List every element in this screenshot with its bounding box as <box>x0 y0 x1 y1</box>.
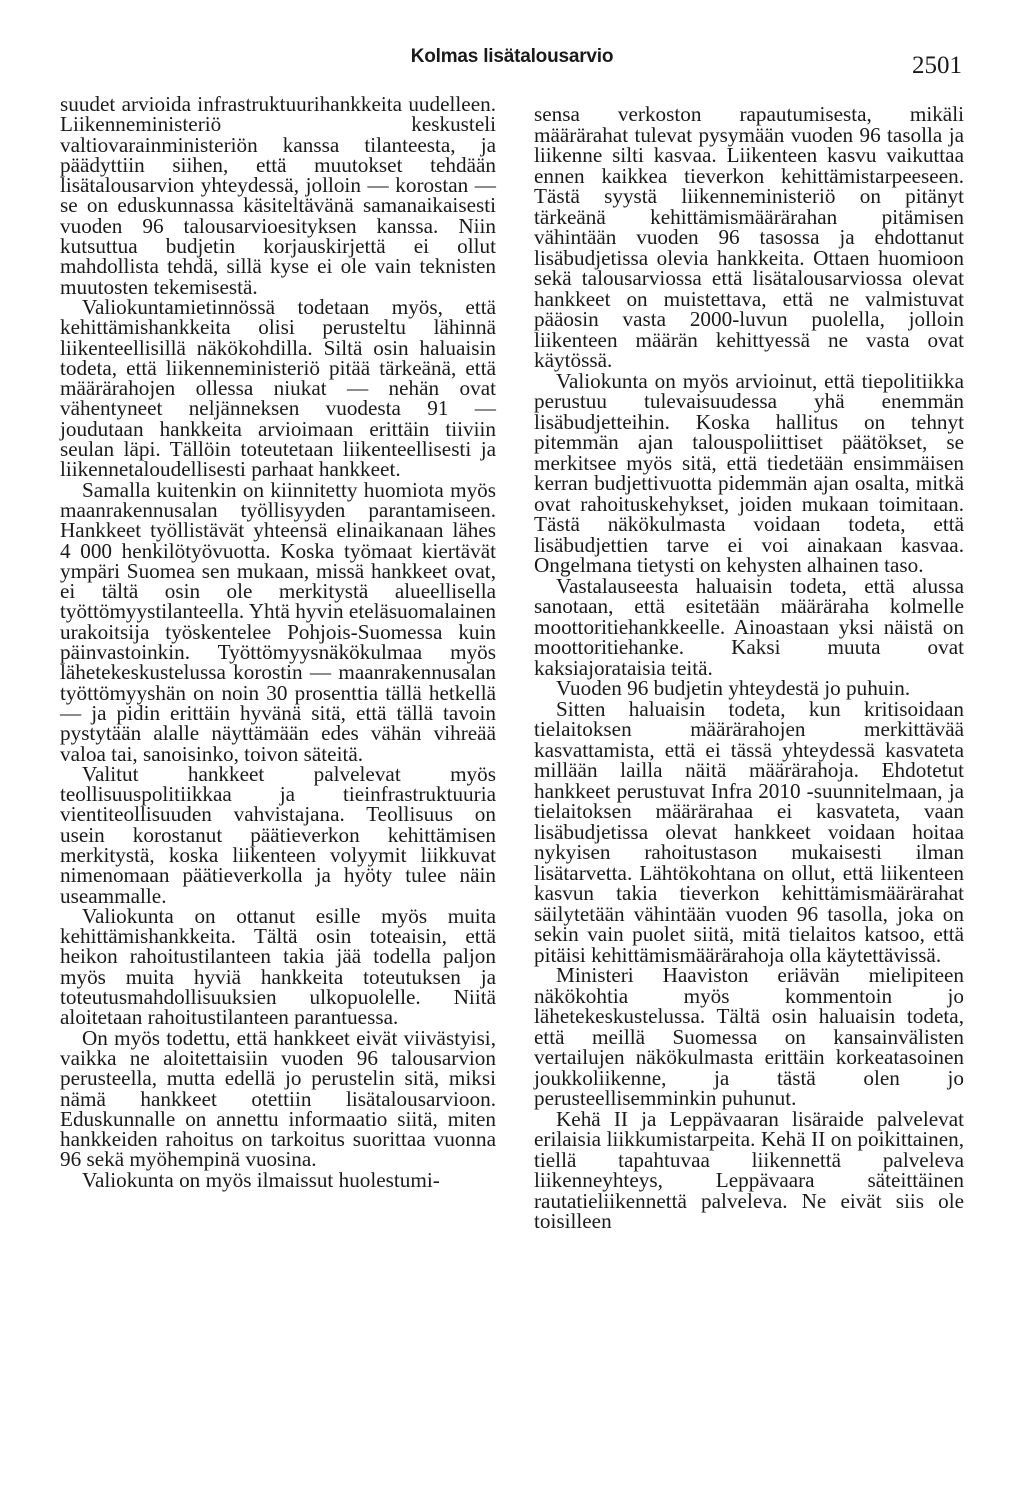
paragraph: Kehä II ja Leppävaaran lisäraide palvelevat erilaisia liikkumistarpeita. Kehä II on poikittainen, tiellä tapahtuvaa liikennettä palveleva liikenneyhteys, Leppävaara säteittäinen rautatieliikennettä palveleva. Ne eivät siis ole toisilleen <box>534 1106 964 1233</box>
paragraph: Vuoden 96 budjetin yhteydestä jo puhuin. <box>556 676 911 700</box>
paragraph: Valiokunta on myös ilmaissut huolestumi- <box>82 1167 440 1192</box>
paragraph: sensa verkoston rapautumisesta, mikäli määrärahat tulevat pysymään vuoden 96 tasolla ja liikenne silti kasvaa. Liikenteen kasvu vaikuttaa ennen kaikkea tieverkon kehittämistarpeeseen. Tästä syystä liikenneministeriö on pitänyt tärkeänä kehittämismäärärahan pitämisen vähintään vuoden 96 tasossa ja ehdottanut lisäbudjetissa olevia hankkeita. Ottaen huomioon sekä talousarviossa että lisätalousarviossa olevat hankkeet on muistettava, että ne valmistuvat pääosin vasta 2000-luvun puolella, jolloin liikenteen määrän kehittyessä ne vasta ovat käytössä. <box>534 102 964 372</box>
paragraph: Samalla kuitenkin on kiinnitetty huomiota myös maanrakennusalan työllisyyden parantamiseen. Hankkeet työllistävät yhteensä elinaikanaan lähes 4 000 henkilötyövuotta. Koska työmaat kiertävät ympäri Suomea sen mukaan, missä hankkeet ovat, ei tältä osin ole merkitystä alueellisella työttömyystilanteella. Yhtä hyvin eteläsuomalainen urakoitsija työskentelee Pohjois-Suomessa kuin päinvastoinkin. Työttömyysnäkökulmaa myös lähetekeskustelussa korostin — maanrakennusalan työttömyyshän on noin 30 prosenttia tällä hetkellä — ja pidin erittäin hyvänä sitä, että tällä tavoin pystytään alalle näyttämään edes vähän vihreää valoa tai, sanoisinko, toivon säteitä. <box>60 477 496 766</box>
paragraph: Valiokunta on myös arvioinut, että tiepolitiikka perustuu tulevaisuudessa yhä enemmän lisäbudjetteihin. Koska hallitus on tehnyt pitemmän ajan talouspoliittiset päätökset, se merkitsee myös sitä, että tiedetään ensimmäisen kerran budjettivuotta pidemmän ajan osalta, mitkä ovat rahoituskehykset, joiden mukaan toimitaan. Tästä näkökulmasta voidaan todeta, että lisäbudjettien tarve ei voi ainakaan kasvaa. Ongelmana tietysti on kehysten alhainen taso. <box>534 368 964 577</box>
paragraph: suudet arvioida infrastruktuurihankkeita uudelleen. Liikenneministeriö keskusteli valtiovarainministeriön kanssa tilanteesta, ja päädyttiin siihen, että muutokset tehdään lisätalousarvion yhteydessä, jolloin — korostan — se on eduskunnassa käsiteltävänä samanaikaisesti vuoden 96 talousarvioesityksen kanssa. Niin kutsuttua budjetin korjauskirjettä ei ollut mahdollista tehdä, sillä kyse ei ole vain teknisten muutosten tekemisestä. <box>60 92 496 299</box>
paragraph: Valiokunta on ottanut esille myös muita kehittämishankkeita. Tältä osin toteaisin, että heikon rahoitustilanteen takia jää todella paljon myös muita hyviä hankkeita toteutuksen ja toteutusmahdollisuuksien ulkopuolelle. Niitä aloitetaan rahoitustilanteen parantuessa. <box>60 903 496 1030</box>
running-title: Kolmas lisätalousarvio <box>410 46 614 67</box>
paragraph: Valiokuntamietinnössä todetaan myös, että kehittämishankkeita olisi perusteltu lähinnä liikenteellisillä näkökohdilla. Siltä osin haluaisin todeta, että liikenneministeriö pitää tärkeänä, että määrärahojen ollessa niukat — nehän ovat vähentyneet neljänneksen vuodesta 91 — joudutaan hankkeita arvioimaan erittäin tiiviin seulan läpi. Tällöin toteutetaan liikenteellisesti ja liikennetaloudellisesti parhaat hankkeet. <box>60 294 496 482</box>
paragraph: Sitten haluaisin todeta, kun kritisoidaan tielaitoksen määrärahojen merkittävää kasvattamista, että ei tässä yhteydessä kasvateta millään lailla näitä määrärahoja. Ehdotetut hankkeet perustuvat Infra 2010 -suunnitelmaan, ja tielaitoksen määrärahaa ei kasvateta, vaan lisäbudjetissa olevat hankkeet voidaan hoitaa nykyisen rahoitustason mukaisesti ilman lisätarvetta. Lähtökohtana on ollut, että liikenteen kasvun takia tieverkon kehittämismäärärahat säilytetään vähintään vuoden 96 tasolla, joka on sekin vain puolet siitä, mitä tielaitos katsoo, että pitäisi kehittämismäärärahoja olla käytettävissä. <box>534 696 964 967</box>
paragraph: Ministeri Haaviston eriävän mielipiteen näkökohtia myös kommentoin jo lähetekeskustelussa. Tältä osin haluaisin todeta, että meillä Suomessa on kansainvälisten vertailujen näkökulmasta erittäin korkeatasoinen joukkoliikenne, ja tästä olen jo perusteellisemminkin puhunut. <box>534 963 964 1110</box>
paragraph: On myös todettu, että hankkeet eivät viivästyisi, vaikka ne aloitettaisiin vuoden 96 talousarvion perusteella, mutta edellä jo perustelin sitä, miksi nämä hankkeet otettiin lisätalousarvioon. Eduskunnalle on annettu informaatio siitä, miten hankkeiden rahoitus on tarkoitus suorittaa vuonna 96 sekä myöhempinä vuosina. <box>60 1025 496 1172</box>
page-number: 2501 <box>912 52 962 79</box>
right-column <box>534 104 964 1232</box>
paragraph: Valitut hankkeet palvelevat myös teollisuuspolitiikkaa ja tieinfrastruktuuria vientiteollisuuden vahvistajana. Teollisuus on usein korostanut päätieverkon kehittämisen merkitystä, koska liikenteen volyymit liikkuvat nimenomaan päätieverkolla ja hyöty tulee näin useammalle. <box>60 761 496 908</box>
page-header <box>0 46 1024 79</box>
paragraph: Vastalauseesta haluaisin todeta, että alussa sanotaan, että esitetään määräraha kolmelle moottoritiehankkeelle. Ainoastaan yksi näistä on moottoritiehanke. Kaksi muuta ovat kaksiajorataisia teitä. <box>534 573 964 680</box>
left-column <box>60 94 496 1190</box>
